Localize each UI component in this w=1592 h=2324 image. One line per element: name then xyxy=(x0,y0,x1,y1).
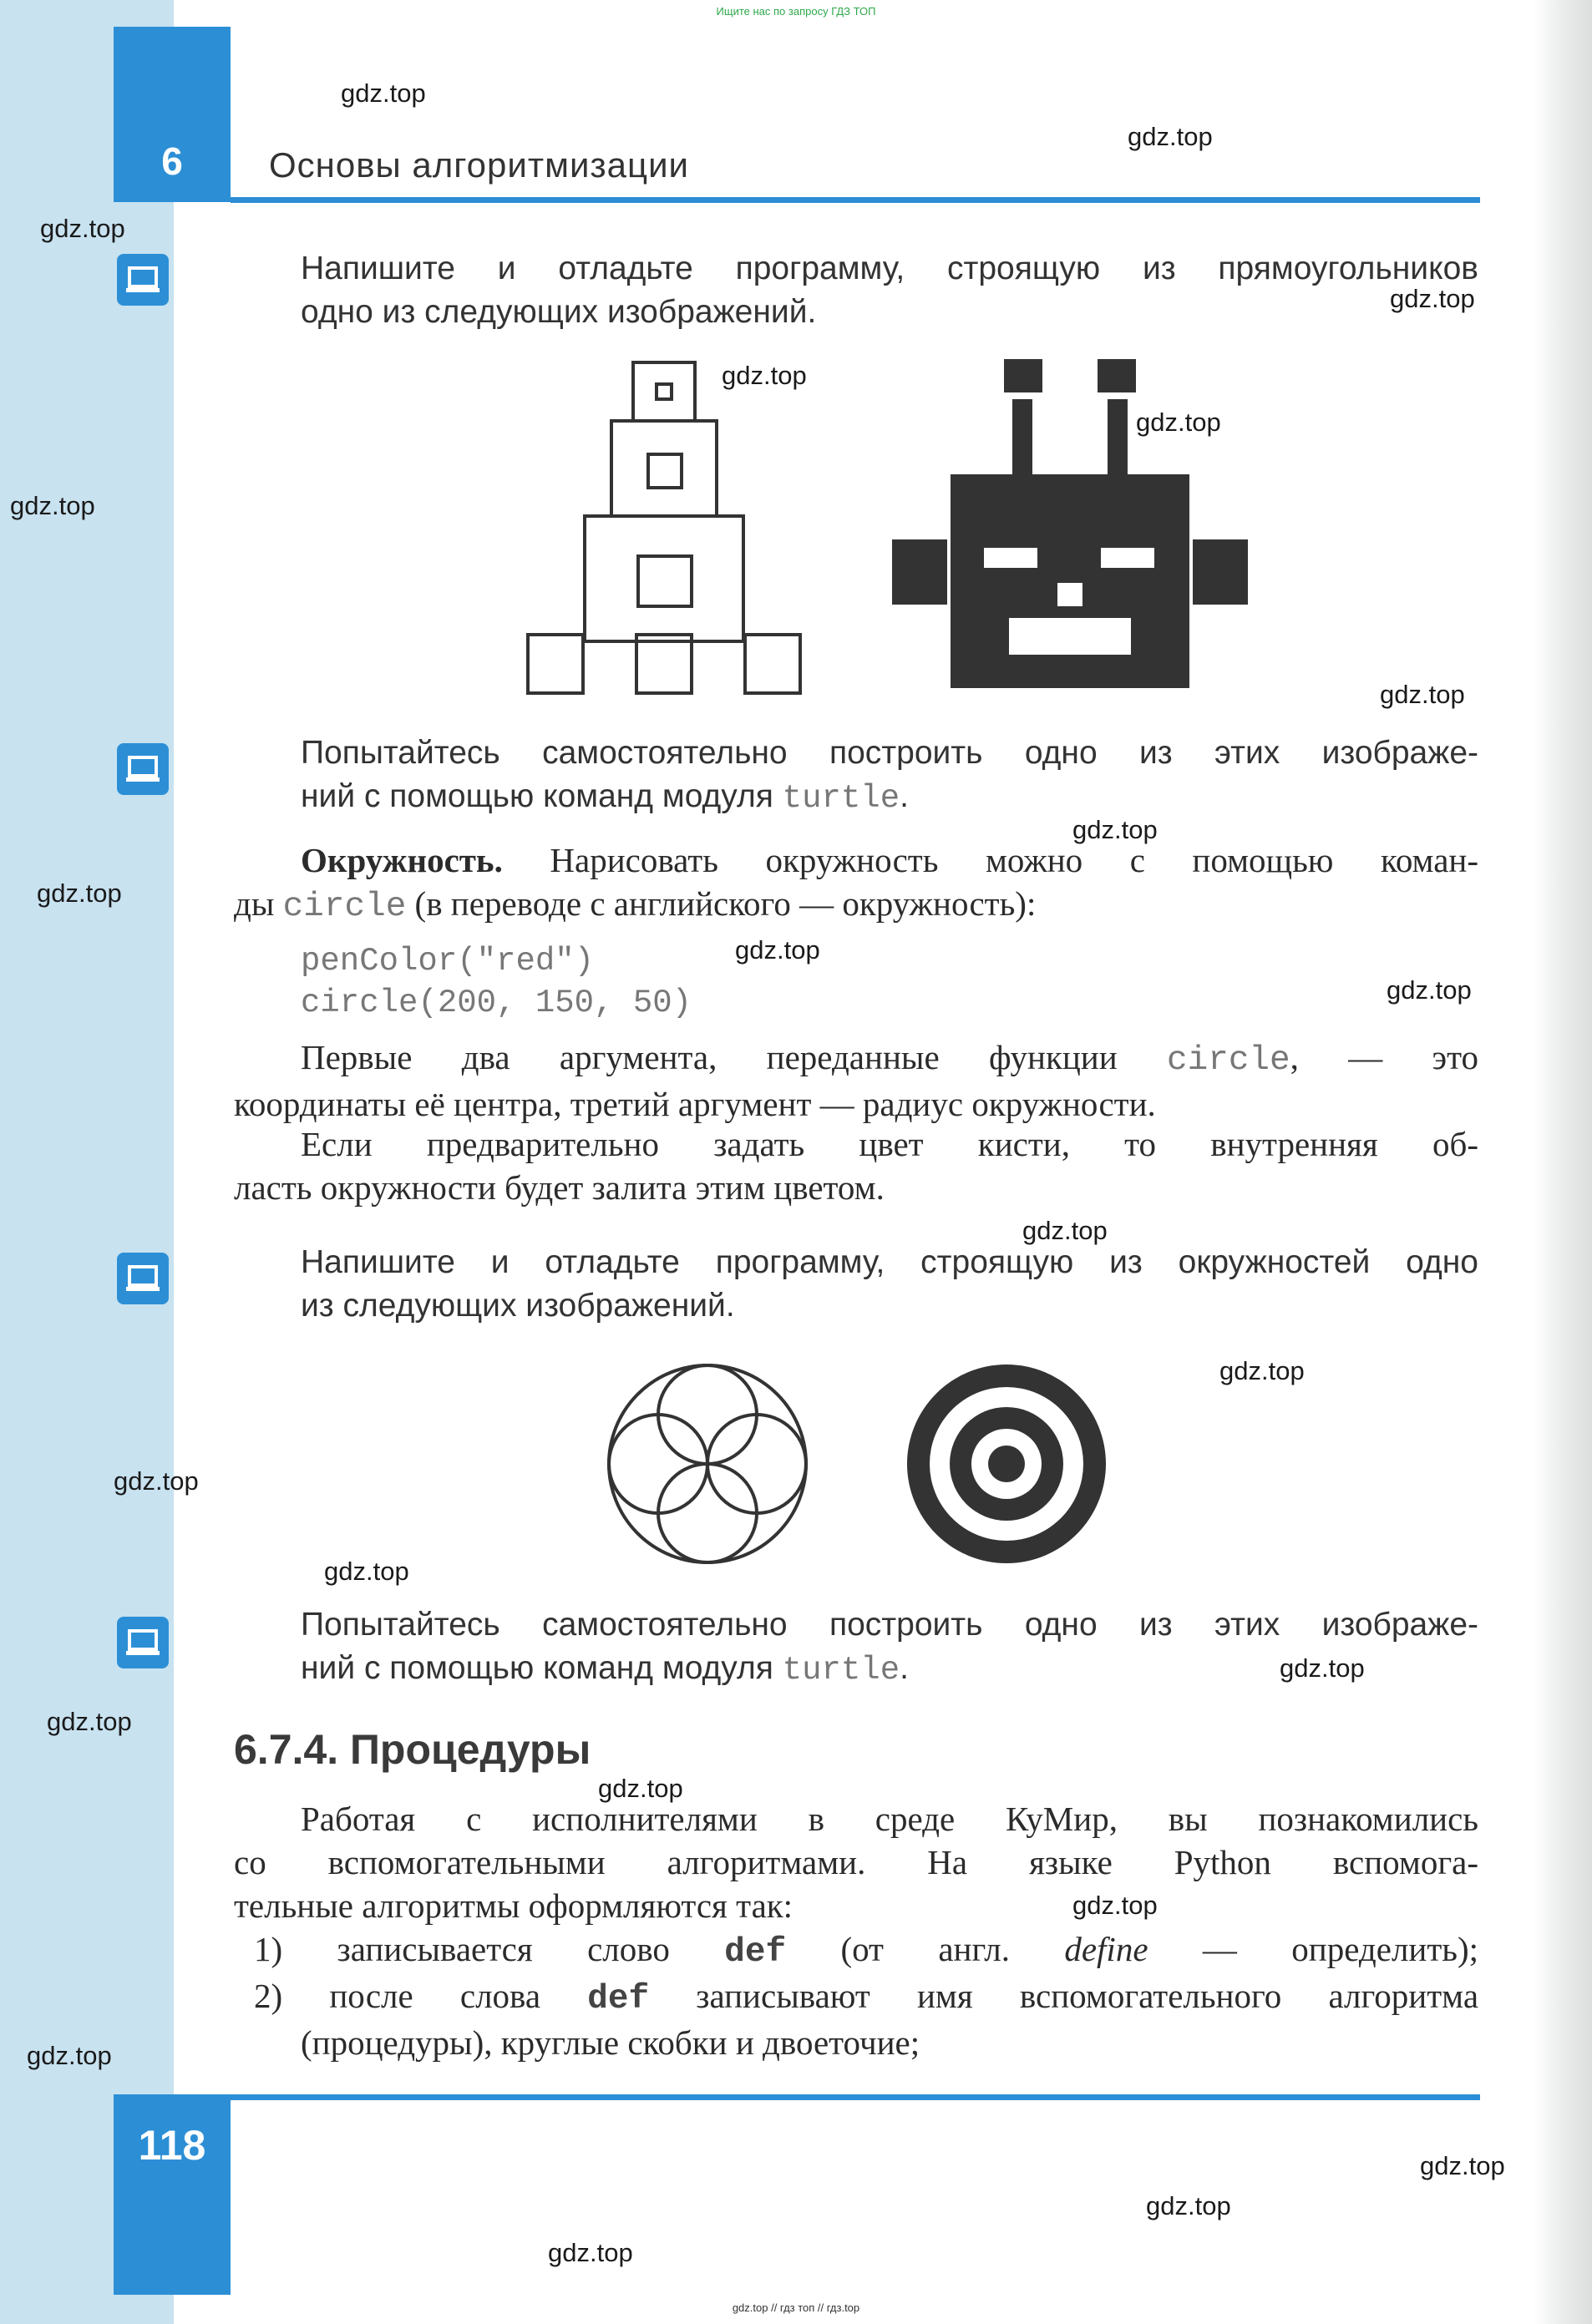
keyword-def: def xyxy=(587,1980,650,2018)
watermark: gdz.top xyxy=(37,878,122,908)
computer-icon xyxy=(117,1253,169,1304)
list-item-continuation: (процедуры), круглые скобки и двоеточие; xyxy=(301,2023,920,2062)
watermark: gdz.top xyxy=(1128,122,1213,151)
text-line: (в переводе с английского — окружность): xyxy=(414,884,1037,923)
arguments-paragraph xyxy=(234,1035,1478,1126)
watermark: gdz.top xyxy=(114,1466,199,1496)
text-line: Напишите и отладьте программу, строящую из прямоугольников xyxy=(301,251,1478,286)
watermark: gdz.top xyxy=(1219,1356,1305,1385)
command-name: circle xyxy=(1167,1041,1290,1080)
tower-middle-window xyxy=(648,454,682,488)
fill-paragraph xyxy=(234,1122,1478,1209)
watermark: gdz.top xyxy=(1072,815,1158,844)
page-left-margin xyxy=(0,0,174,2324)
watermark: gdz.top xyxy=(40,214,125,243)
robot-eye-right xyxy=(1101,548,1154,568)
watermark: gdz.top xyxy=(341,78,426,108)
antenna-left-tip xyxy=(1004,359,1042,392)
text-line: тельные алгоритмы оформляются так: xyxy=(234,1886,793,1925)
text-line: ний с помощью команд модуля xyxy=(301,778,773,814)
period: . xyxy=(900,778,909,814)
text-line: Если предварительно задать цвет кисти, то внутренняя об- xyxy=(301,1125,1478,1163)
text-line: координаты её центра, третий аргумент — радиус окружности. xyxy=(234,1085,1156,1123)
watermark: gdz.top xyxy=(1280,1653,1365,1683)
target-figure xyxy=(902,1359,1111,1568)
italic-term: define xyxy=(1064,1930,1148,1968)
term-circle: Окружность. xyxy=(301,841,503,879)
antenna-right-stem xyxy=(1108,399,1128,476)
petal-circle-top xyxy=(658,1365,757,1464)
module-name: turtle xyxy=(782,780,900,817)
petal-circle-bottom xyxy=(658,1464,757,1562)
text-line: ды xyxy=(234,884,275,923)
circle-paragraph xyxy=(234,838,1478,929)
text-line: ний с помощью команд модуля xyxy=(301,1650,773,1686)
watermark: gdz.top xyxy=(1136,408,1221,437)
command-name: circle xyxy=(282,888,407,926)
tower-foot-left xyxy=(528,635,583,693)
watermark: gdz.top xyxy=(722,361,807,390)
watermark: gdz.top xyxy=(324,1557,409,1586)
header-rule xyxy=(231,197,1480,203)
text-line: одно из следующих изображений. xyxy=(301,294,817,330)
tower-foot-right xyxy=(745,635,800,693)
tower-top-window xyxy=(657,384,672,399)
procedures-list xyxy=(254,1927,1478,2064)
section-heading: 6.7.4. Процедуры xyxy=(234,1726,591,1773)
target-bullseye xyxy=(988,1446,1025,1482)
watermark: gdz.top xyxy=(1420,2151,1505,2180)
watermark: gdz.top xyxy=(735,935,820,965)
tower-top-block xyxy=(633,362,695,421)
antenna-right-tip xyxy=(1098,359,1136,392)
text-line: Попытайтесь самостоятельно построить одно из этих изображе- xyxy=(301,1607,1478,1643)
tower-foot-center xyxy=(636,635,692,693)
footer-rule xyxy=(231,2094,1480,2100)
watermark: gdz.top xyxy=(27,2041,112,2070)
circles-flower-figure xyxy=(603,1359,812,1568)
task2-text xyxy=(301,732,1478,820)
robot-ear-left xyxy=(892,539,947,605)
list-text: (от англ. xyxy=(840,1930,1010,1968)
computer-icon xyxy=(117,1617,169,1668)
task3-text xyxy=(301,1241,1478,1328)
page-gutter-shadow xyxy=(1534,0,1592,2324)
robot-ear-right xyxy=(1193,539,1248,605)
text-line: , — это xyxy=(1290,1038,1478,1076)
robot-head-figure xyxy=(885,351,1253,701)
text-line: Попытайтесь самостоятельно построить одно из этих изображе- xyxy=(301,735,1478,771)
tower-middle-block xyxy=(611,421,717,516)
robot-nose xyxy=(1057,583,1082,606)
watermark: gdz.top xyxy=(1390,284,1475,313)
robot-face xyxy=(951,474,1189,688)
list-text: после слова xyxy=(329,1977,541,2015)
code-block xyxy=(301,940,692,1024)
chapter-number: 6 xyxy=(161,139,183,183)
list-text: записывают имя вспомогательного алгоритма xyxy=(696,1977,1479,2015)
list-item xyxy=(254,1974,1478,2021)
list-item xyxy=(254,1927,1478,1974)
period: . xyxy=(900,1650,909,1686)
text-line: Работая с исполнителями в среде КуМир, вы познакомились xyxy=(301,1800,1478,1838)
code-line: circle(200, 150, 50) xyxy=(301,985,692,1021)
petal-circle-right xyxy=(707,1415,806,1513)
rectangles-tower-figure xyxy=(518,351,810,701)
text-line: Нарисовать окружность можно с помощью коман- xyxy=(550,841,1478,879)
watermark: gdz.top xyxy=(47,1707,132,1736)
list-text: записывается слово xyxy=(337,1930,670,1968)
watermark: gdz.top xyxy=(548,2238,633,2267)
tower-base-block xyxy=(585,516,743,641)
text-line: Первые два аргумента, переданные функции xyxy=(301,1038,1118,1076)
robot-mouth xyxy=(1009,618,1131,655)
top-note: Ищите нас по запросу ГДЗ ТОП xyxy=(716,5,876,18)
watermark: gdz.top xyxy=(1387,975,1472,1005)
list-text: — определить); xyxy=(1202,1930,1479,1968)
procedures-paragraph xyxy=(234,1797,1478,1927)
antenna-left-stem xyxy=(1012,399,1032,476)
watermark: gdz.top xyxy=(598,1774,683,1803)
computer-icon xyxy=(117,254,169,306)
module-name: turtle xyxy=(782,1652,900,1689)
text-line: ласть окружности будет залита этим цветом. xyxy=(234,1168,885,1207)
robot-eye-left xyxy=(984,548,1037,568)
petal-circle-left xyxy=(609,1415,707,1513)
keyword-def: def xyxy=(724,1933,787,1972)
list-number: 2) xyxy=(254,1977,283,2015)
watermark: gdz.top xyxy=(1022,1216,1108,1245)
chapter-title: Основы алгоритмизации xyxy=(269,145,689,185)
watermark: gdz.top xyxy=(10,491,95,520)
list-number: 1) xyxy=(254,1930,283,1968)
code-line: penColor("red") xyxy=(301,943,595,980)
watermark: gdz.top xyxy=(1380,680,1465,709)
tower-base-window xyxy=(638,556,692,606)
text-line: из следующих изображений. xyxy=(301,1288,735,1324)
text-line: Напишите и отладьте программу, строящую из окружностей одно xyxy=(301,1244,1478,1280)
watermark: gdz.top xyxy=(1072,1891,1158,1920)
bottom-note: gdz.top // гдз топ // гдз.top xyxy=(732,2301,860,2314)
computer-icon xyxy=(117,743,169,795)
page-number: 118 xyxy=(138,2122,206,2169)
text-line: со вспомогательными алгоритмами. На языке Python вспомога- xyxy=(234,1843,1478,1881)
task1-text xyxy=(301,247,1478,334)
watermark: gdz.top xyxy=(1146,2191,1231,2220)
